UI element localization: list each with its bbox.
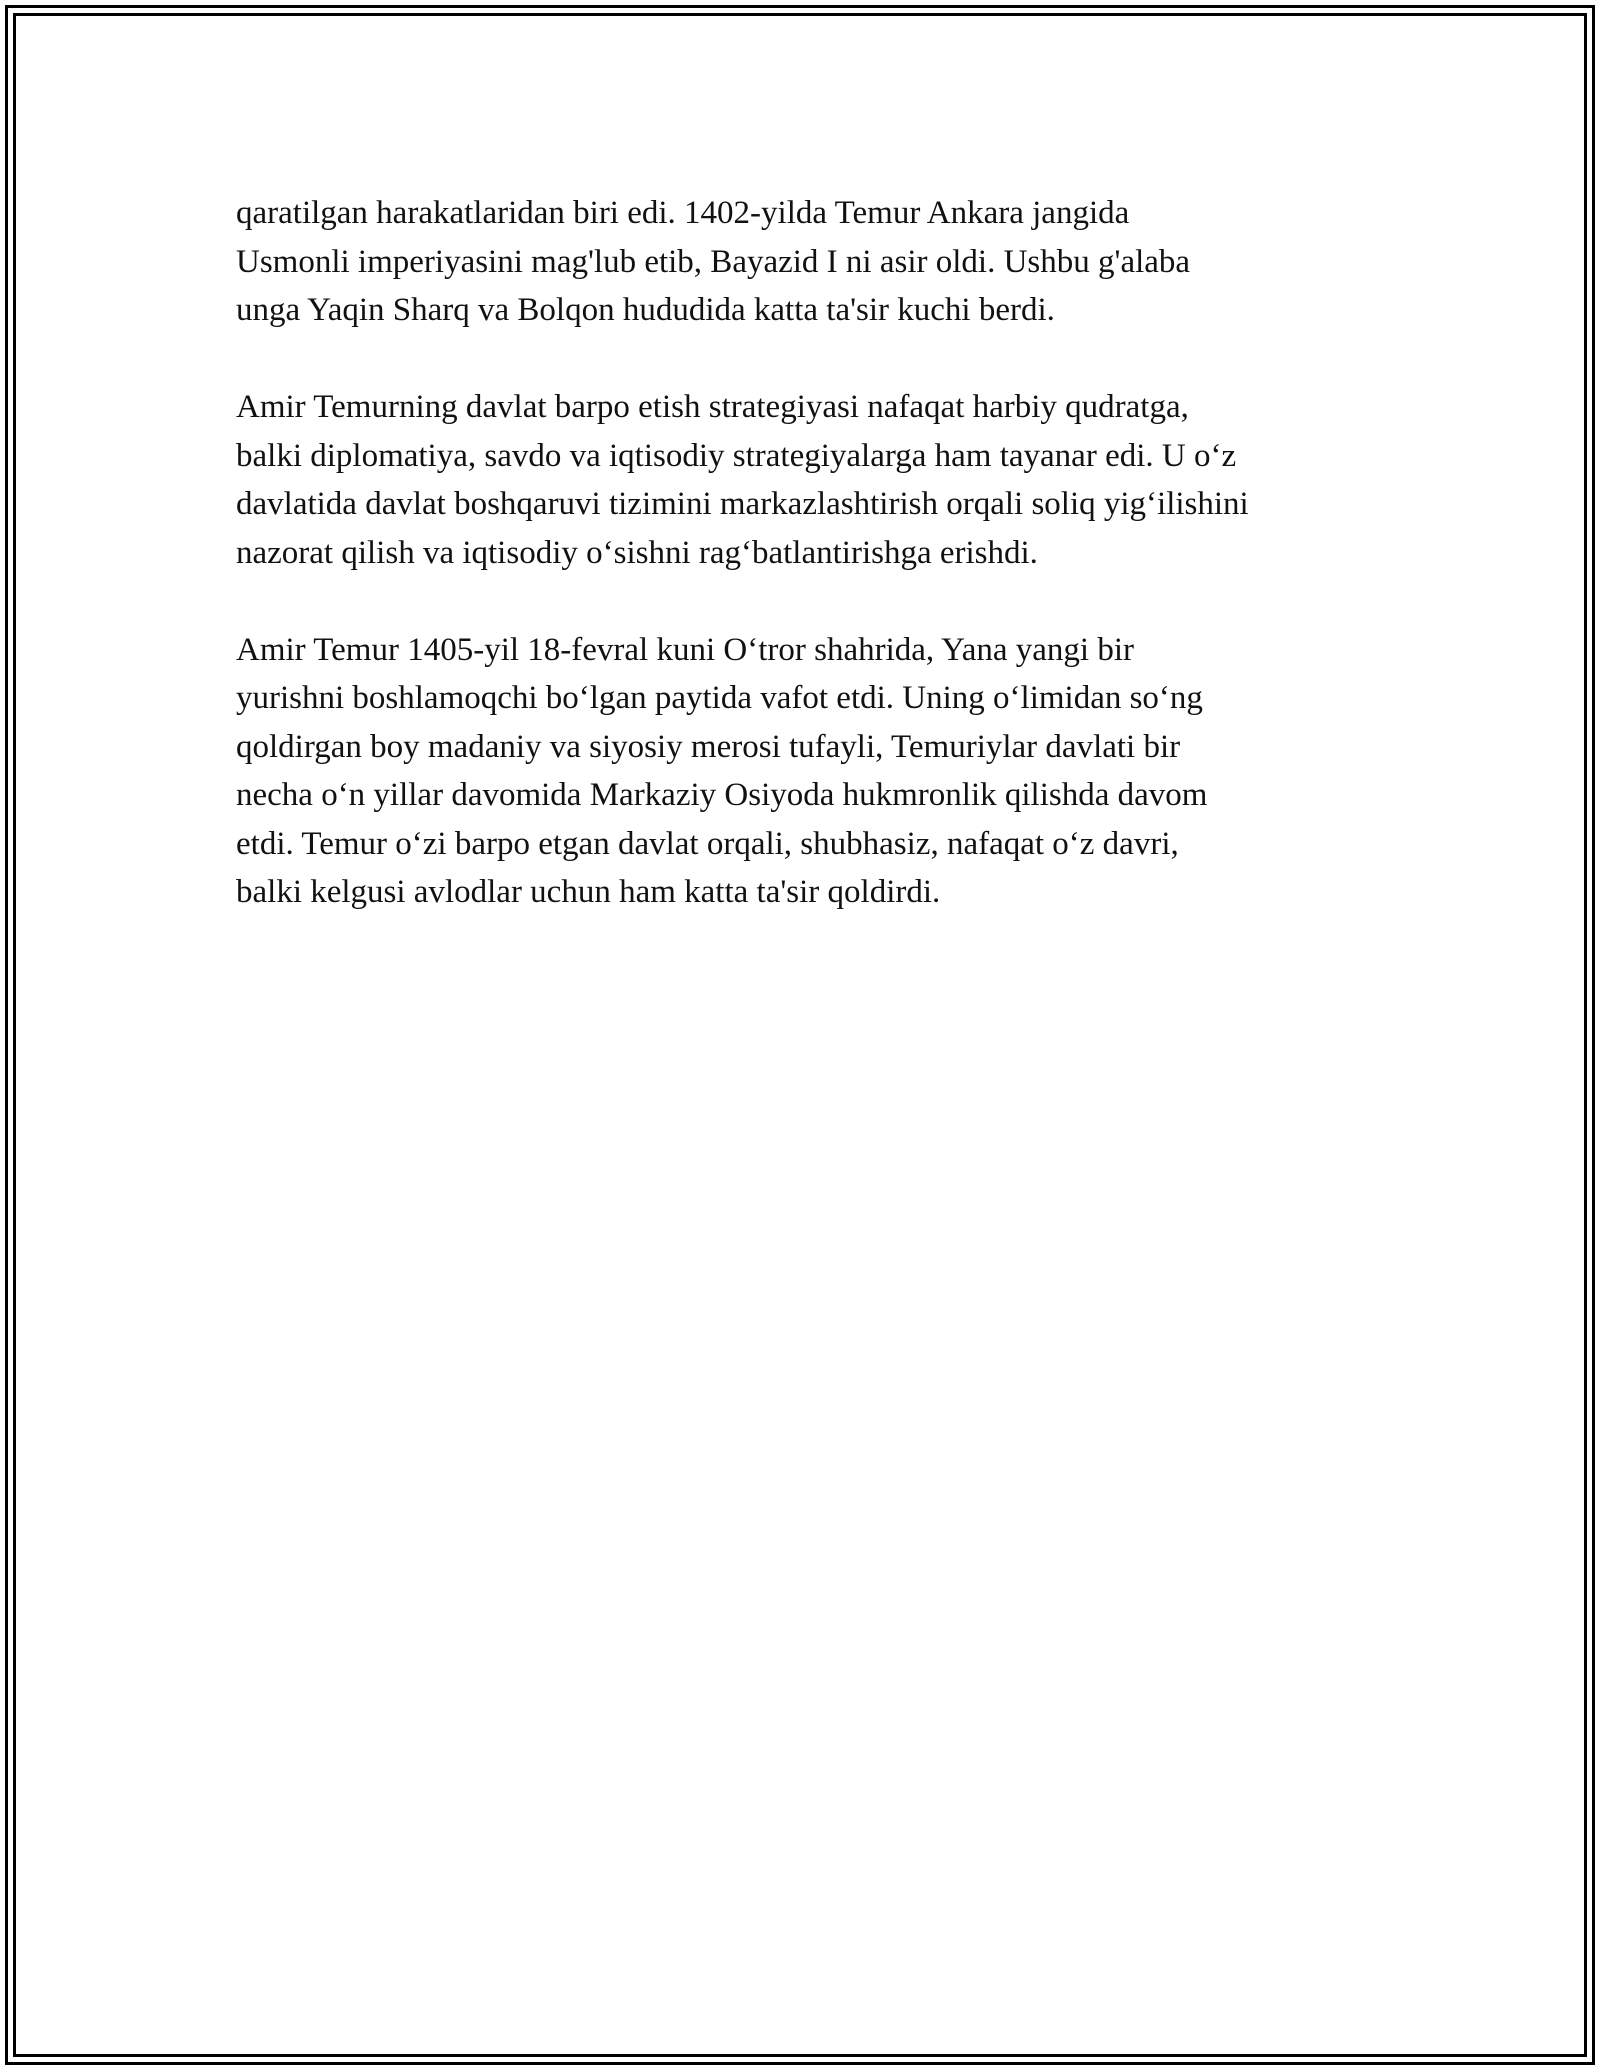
paragraph-line: balki kelgusi avlodlar uchun ham katta ta'sir qoldirdi.: [236, 874, 941, 910]
paragraph-line: qaratilgan harakatlaridan biri edi. 1402-yilda Temur Ankara jangida: [236, 195, 1130, 231]
paragraph-line: nazorat qilish va iqtisodiy o‘sishni rag‘batlantirishga erishdi.: [236, 534, 1038, 571]
paragraph-1: [236, 189, 1396, 335]
paragraph-line: Amir Temurning davlat barpo etish strategiyasi nafaqat harbiy qudratga,: [236, 389, 1189, 425]
paragraph-line: balki diplomatiya, savdo va iqtisodiy strategiyalarga ham tayanar edi. U o‘z: [236, 437, 1237, 474]
paragraph-line: davlatida davlat boshqaruvi tizimini markazlashtirish orqali soliq yig‘ilishini: [236, 486, 1249, 522]
paragraph-line: necha o‘n yillar davomida Markaziy Osiyoda hukmronlik qilishda davom: [236, 777, 1208, 813]
paragraph-line: yurishni boshlamoqchi bo‘lgan paytida vafot etdi. Uning o‘limidan so‘ng: [236, 680, 1203, 716]
paragraph-line: Amir Temur 1405-yil 18-fevral kuni O‘tror shahrida, Yana yangi bir: [236, 631, 1134, 668]
paragraph-2: [236, 383, 1396, 577]
paragraph-line: Usmonli imperiyasini mag'lub etib, Bayazid I ni asir oldi. Ushbu g'alaba: [236, 243, 1191, 280]
paragraph-line: qoldirgan boy madaniy va siyosiy merosi tufayli, Temuriylar davlati bir: [236, 728, 1181, 765]
paragraph-line: etdi. Temur o‘zi barpo etgan davlat orqali, shubhasiz, nafaqat o‘z davri,: [236, 825, 1179, 862]
paragraph-line: unga Yaqin Sharq va Bolqon hududida katta ta'sir kuchi berdi.: [236, 292, 1055, 328]
document-body: [236, 189, 1396, 965]
paragraph-3: [236, 626, 1396, 917]
